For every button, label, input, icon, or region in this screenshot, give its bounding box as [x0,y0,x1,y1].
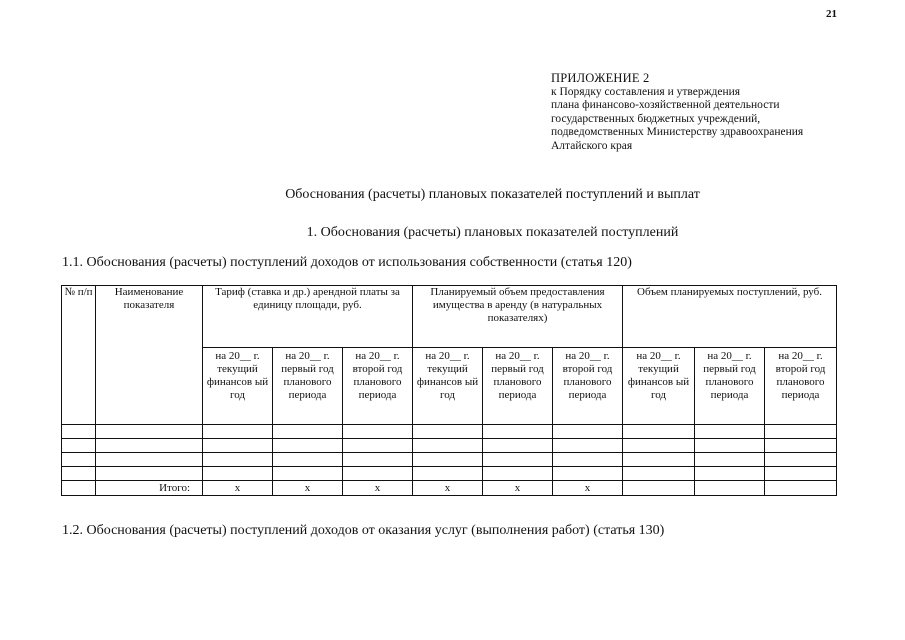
total-cell: x [203,481,273,496]
group-header-tariff: Тариф (ставка и др.) арендной платы за единицу площади, руб. [203,286,413,348]
appendix-line: подведомственных Министерству здравоохранения [551,126,804,138]
col-header-number: № п/п [62,286,96,425]
col-header-name: Наименование показателя [96,286,203,425]
table-row [62,467,837,481]
appendix-title: ПРИЛОЖЕНИЕ 2 [551,71,650,85]
group-header-receipts: Объем планируемых поступлений, руб. [623,286,837,348]
subheader-second-plan-year: на 20__ г. второй год планового периода [343,348,413,425]
section-1-title: 1. Обоснования (расчеты) плановых показателей поступлений [306,225,679,240]
appendix-line: плана финансово-хозяйственной деятельности [551,99,780,111]
total-row [62,481,837,496]
document-title: Обоснования (расчеты) плановых показателей поступлений и выплат [285,187,700,202]
group-header-volume: Планируемый объем предоставления имущества в аренду (в натуральных показателях) [413,286,623,348]
table-row [62,425,837,439]
section-1-2-heading: 1.2. Обоснования (расчеты) поступлений доходов от оказания услуг (выполнения работ) (статья 130) [62,523,665,538]
subheader-first-plan-year: на 20__ г. первый год планового периода [695,348,765,425]
total-cell [623,481,695,496]
total-cell: x [553,481,623,496]
total-cell: x [483,481,553,496]
total-cell [765,481,837,496]
subheader-current-year: на 20__ г. текущий финансов ый год [623,348,695,425]
appendix-line: государственных бюджетных учреждений, [551,112,761,125]
table-row [62,453,837,467]
total-cell: x [413,481,483,496]
table-row [62,439,837,453]
total-cell: x [343,481,413,496]
appendix-line: к Порядку составления и утверждения [551,85,741,98]
total-cell: x [273,481,343,496]
income-table [61,285,837,496]
subheader-current-year: на 20__ г. текущий финансов ый год [203,348,273,425]
section-1-1-heading: 1.1. Обоснования (расчеты) поступлений доходов от использования собственности (статья 120) [62,255,632,270]
total-cell [695,481,765,496]
subheader-first-plan-year: на 20__ г. первый год планового периода [273,348,343,425]
subheader-current-year: на 20__ г. текущий финансов ый год [413,348,483,425]
page-number: 21 [826,8,837,20]
subheader-second-plan-year: на 20__ г. второй год планового периода [765,348,837,425]
subheader-first-plan-year: на 20__ г. первый год планового периода [483,348,553,425]
appendix-line: Алтайского края [551,139,633,152]
appendix-block [551,72,891,153]
total-label: Итого: [96,481,203,496]
subheader-second-plan-year: на 20__ г. второй год планового периода [553,348,623,425]
